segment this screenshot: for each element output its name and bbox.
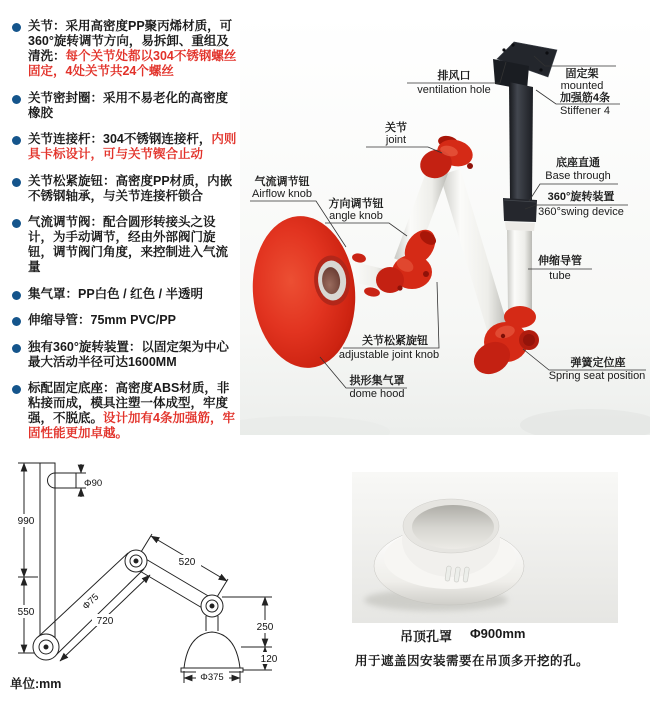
feature-item bbox=[12, 340, 240, 370]
photo-label-dome-hood-cn: 拱形集气罩 bbox=[349, 375, 405, 387]
photo-label-tube-cn: 伸缩导管 bbox=[538, 255, 582, 267]
photo-label-joint-cn: 关节 bbox=[385, 122, 407, 134]
dim-height-upper: 990 bbox=[17, 516, 35, 527]
dim-base-height: 120 bbox=[260, 654, 278, 665]
feature-text-segment: 标配固定底座：高密度ABS材质，非粘接而成，模具注塑一体成型，牢度强，不脱底。 bbox=[28, 381, 230, 425]
bullet-icon bbox=[12, 95, 21, 104]
photo-label-airflow-knob-cn: 气流调节钮 bbox=[254, 176, 310, 188]
bullet-icon bbox=[12, 23, 21, 32]
flange-photo bbox=[350, 470, 620, 625]
feature-item bbox=[12, 287, 240, 302]
pipe-outline bbox=[40, 463, 55, 645]
feature-text bbox=[28, 215, 240, 275]
photo-label-adjustable-joint-knob-en: adjustable joint knob bbox=[338, 349, 440, 361]
photo-label-angle-knob-cn: 方向调节钮 bbox=[328, 198, 384, 210]
bullet-icon bbox=[12, 219, 21, 228]
feature-text-segment: 关节松紧旋钮：高密度PP材质，内嵌不锈钢轴承，与关节连接杆锁合 bbox=[28, 173, 233, 203]
feature-text-segment: 集气罩：PP白色 / 红色 / 半透明 bbox=[28, 286, 204, 301]
feature-item bbox=[12, 132, 240, 162]
photo-label-dome-hood-en: dome hood bbox=[349, 388, 405, 400]
photo-label-mounted-en: mounted bbox=[560, 80, 604, 92]
flange-caption bbox=[400, 626, 526, 645]
bullet-icon bbox=[12, 317, 21, 326]
photo-label-angle-knob-en: angle knob bbox=[329, 210, 383, 222]
photo-label-base-through-en: Base through bbox=[545, 170, 611, 182]
bullet-icon bbox=[12, 178, 21, 187]
photo-label-tube-en: tube bbox=[549, 270, 571, 282]
photo-label-ventilation-hole-cn: 排风口 bbox=[437, 70, 471, 82]
feature-text bbox=[28, 132, 240, 162]
feature-item bbox=[12, 381, 240, 441]
feature-text bbox=[28, 313, 176, 328]
feature-item bbox=[12, 91, 240, 121]
unit-label: 单位:mm bbox=[10, 677, 62, 691]
photo-label-airflow-knob-en: Airflow knob bbox=[252, 188, 312, 200]
dim-branch-dia: Φ90 bbox=[84, 478, 103, 489]
dim-arm-length: 720 bbox=[96, 616, 114, 627]
photo-label-adjustable-joint-knob-cn: 关节松紧旋钮 bbox=[362, 335, 428, 347]
photo-label-spring-seat-cn: 弹簧定位座 bbox=[570, 357, 626, 369]
feature-text-segment: 独有360°旋转装置：以固定架为中心最大活动半径可达1600MM bbox=[28, 339, 229, 369]
feature-text-segment: 关节密封圈：采用不易老化的高密度橡胶 bbox=[28, 90, 229, 120]
photo-label-base-through-cn: 底座直通 bbox=[556, 157, 600, 169]
photo-label-spring-seat-en: Spring seat position bbox=[548, 370, 646, 382]
bullet-icon bbox=[12, 136, 21, 145]
exhaust-pipe bbox=[509, 82, 533, 200]
photo-label-stiffener-en: Stiffener 4 bbox=[560, 105, 610, 117]
photo-label-swing-device-en: 360°swing device bbox=[538, 206, 624, 218]
dim-height-lower: 550 bbox=[17, 607, 35, 618]
dim-base-dia: Φ375 bbox=[200, 672, 224, 683]
feature-text bbox=[28, 91, 240, 121]
feature-text bbox=[28, 381, 240, 441]
feature-text-highlight: 内则具卡标设计，可与关节锲合止动 bbox=[28, 132, 237, 161]
feature-item bbox=[12, 313, 240, 328]
feature-text bbox=[28, 19, 240, 79]
dimension-diagram bbox=[0, 440, 320, 701]
dim-arm-dia: Φ75 bbox=[80, 591, 102, 613]
feature-text-highlight: 每个关节处都以304不锈钢螺丝固定，4处关节共24个螺丝 bbox=[28, 49, 237, 78]
bullet-icon bbox=[12, 291, 21, 300]
photo-label-mounted-cn: 固定架 bbox=[565, 68, 599, 80]
bullet-icon bbox=[12, 385, 21, 394]
feature-text-segment: 伸缩导管：75mm PVC/PP bbox=[28, 313, 176, 327]
feature-list bbox=[12, 19, 240, 453]
feature-text-segment: 关节连接杆：304不锈钢连接杆， bbox=[28, 132, 212, 146]
bullet-icon bbox=[12, 344, 21, 353]
dim-riser-height: 250 bbox=[256, 622, 274, 633]
feature-item bbox=[12, 215, 240, 275]
flange-diameter: Φ900mm bbox=[470, 626, 526, 641]
feature-text-segment: 关节：采用高密度PP聚丙烯材质，可360°旋转调节方向，易拆卸、重组及清洗： bbox=[28, 19, 233, 63]
feature-text-segment: 气流调节阀：配合圆形转接头之设计，为手动调节，经由外部阀门旋钮，调节阀门角度，来控制进入气流量 bbox=[28, 215, 229, 274]
feature-text bbox=[28, 174, 240, 204]
feature-item bbox=[12, 174, 240, 204]
feature-text bbox=[28, 340, 240, 370]
flange-description: 用于遮盖因安装需要在吊顶多开挖的孔。 bbox=[355, 654, 590, 668]
telescopic-tube bbox=[505, 222, 535, 231]
photo-label-swing-device-cn: 360°旋转装置 bbox=[547, 191, 615, 203]
flange-title: 吊顶孔罩 bbox=[400, 629, 453, 644]
dim-upper-arm-length: 520 bbox=[178, 557, 196, 568]
photo-label-stiffener-cn: 加强筋4条 bbox=[559, 92, 611, 104]
feature-text bbox=[28, 287, 203, 302]
photo-label-ventilation-hole-en: ventilation hole bbox=[417, 84, 491, 96]
feature-item bbox=[12, 19, 240, 79]
feature-text-highlight: 设计加有4条加强筋，牢固性能更加卓越。 bbox=[28, 411, 235, 440]
photo-label-joint-en: joint bbox=[385, 134, 407, 146]
